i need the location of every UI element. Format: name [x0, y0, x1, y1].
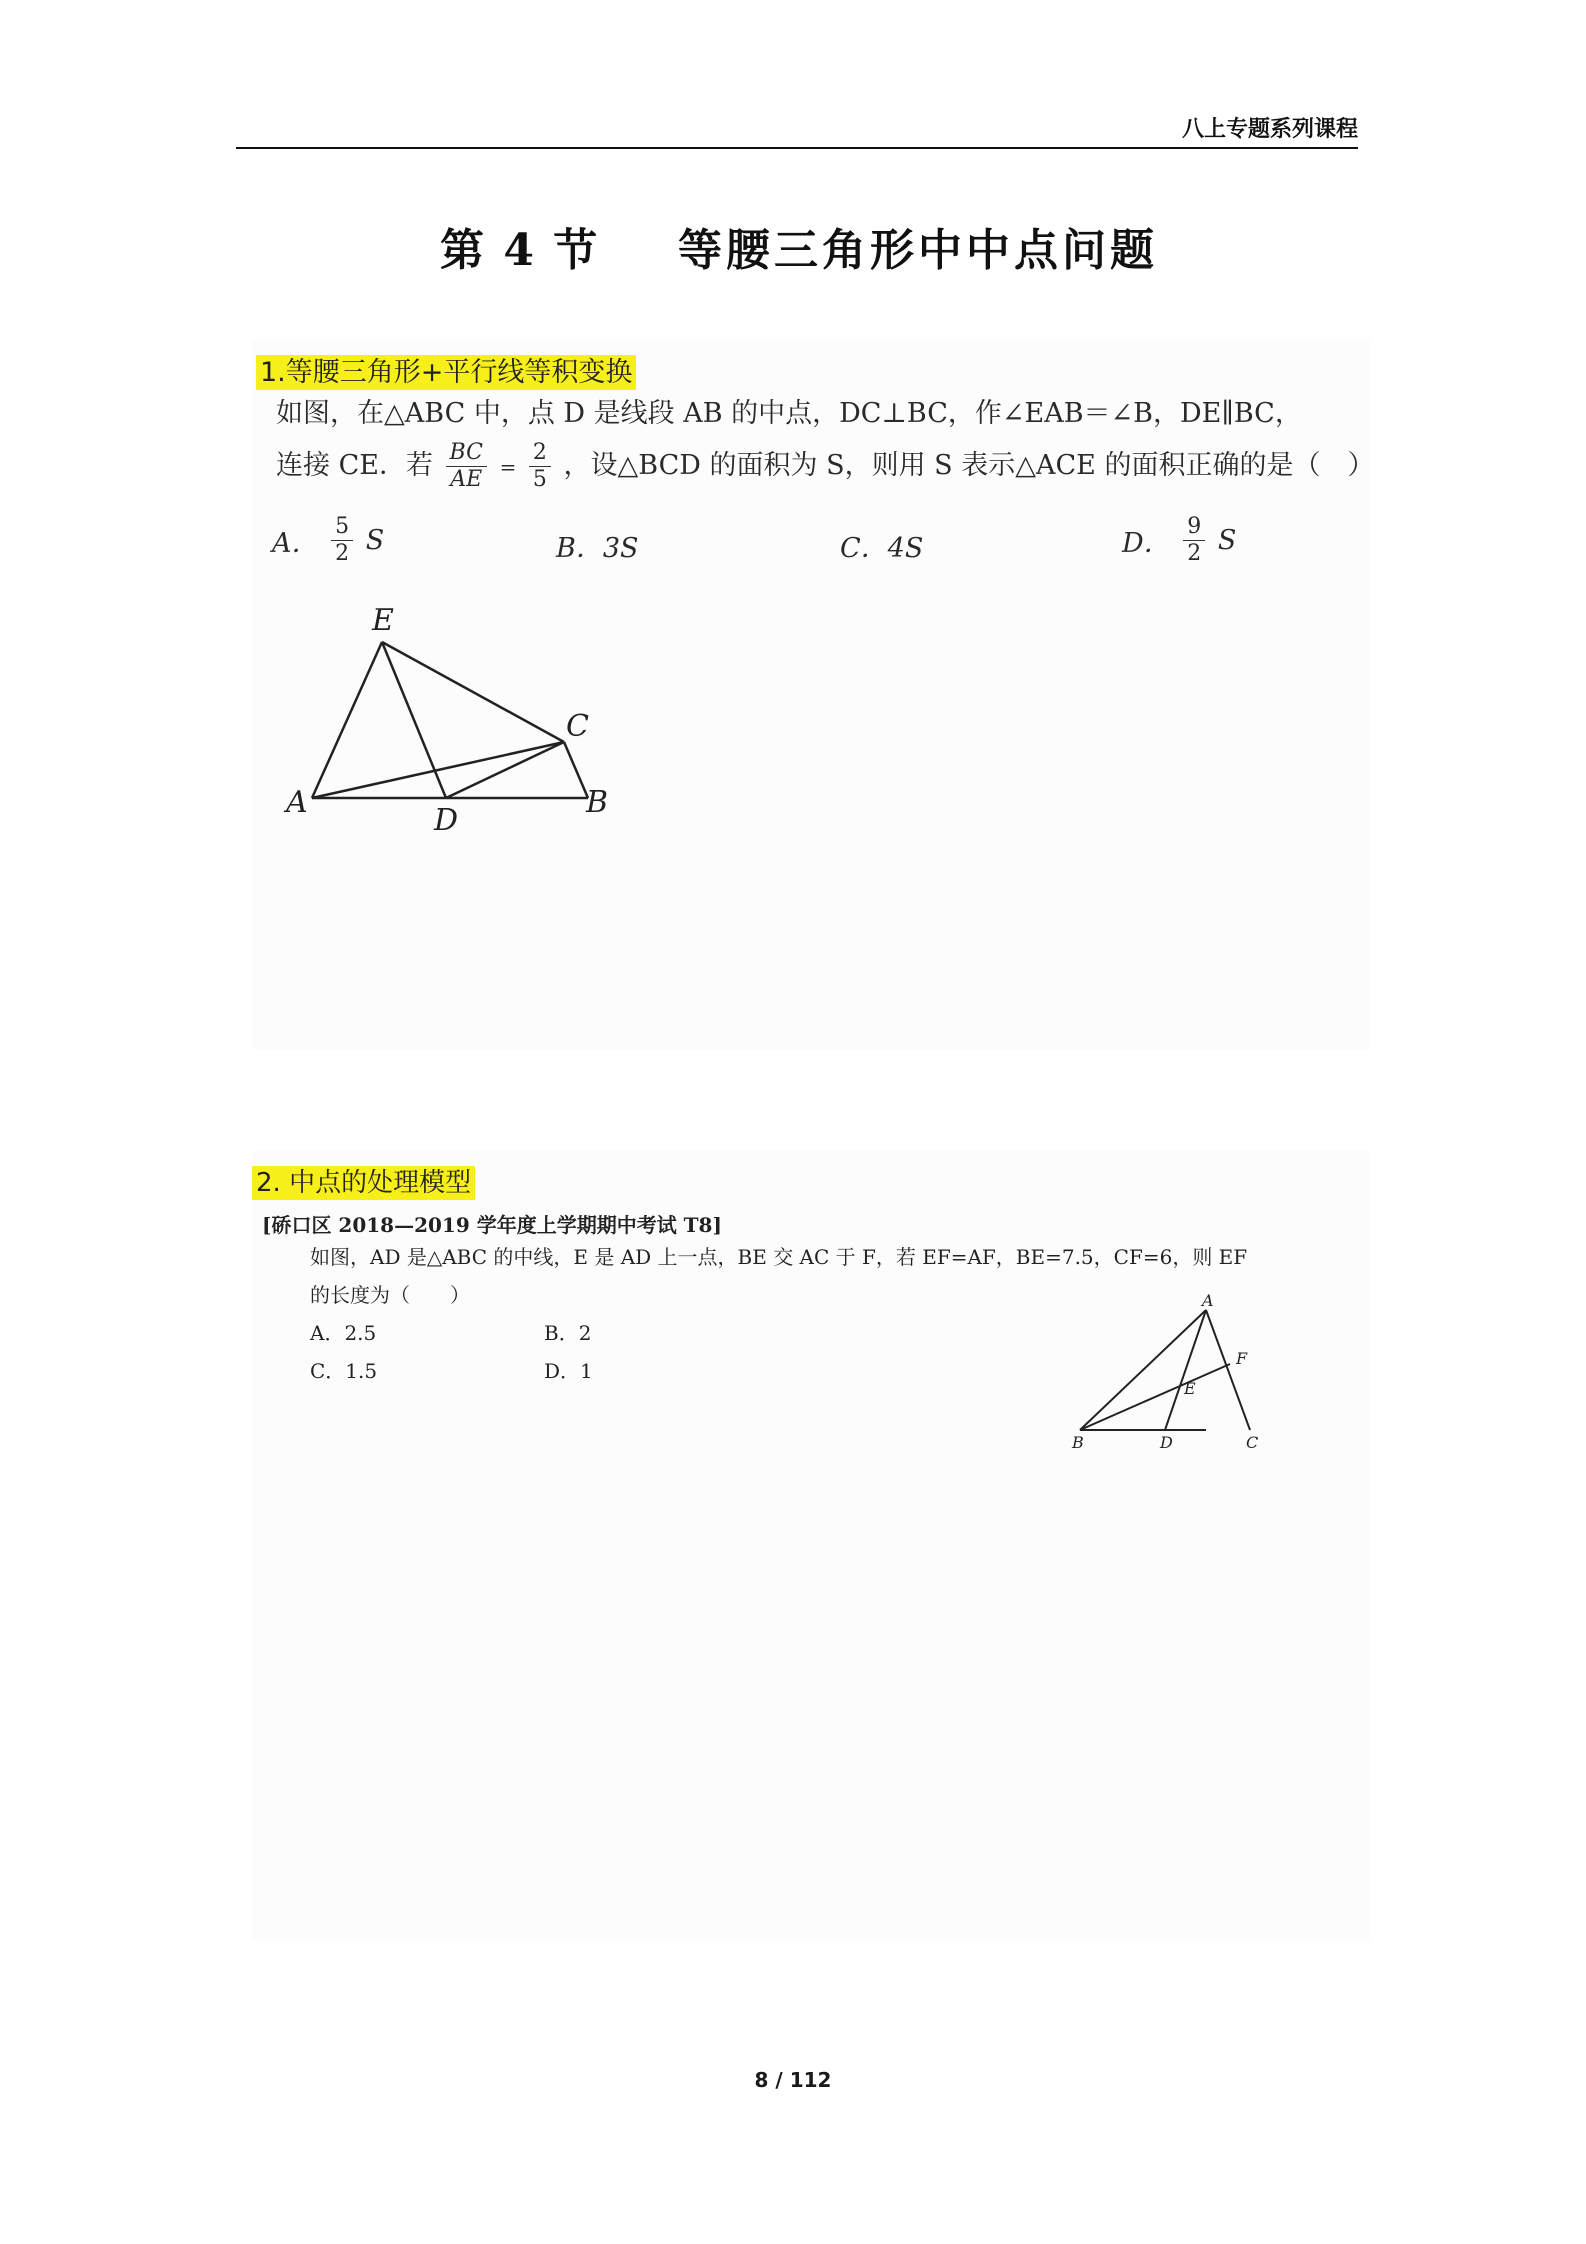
segment-dc — [446, 742, 564, 798]
q1-option-c: C．4S — [840, 533, 924, 564]
fraction-2-5 — [529, 440, 551, 493]
fraction-5-2 — [331, 514, 353, 567]
question-1-heading — [256, 350, 636, 389]
fraction-denominator: 5 — [532, 467, 547, 492]
stem-text-a: 连接 CE．若 — [276, 450, 433, 481]
label-a: A — [286, 785, 308, 820]
label-e: E — [1184, 1379, 1196, 1398]
label-b: B — [586, 785, 609, 820]
fraction-numerator: BC — [446, 440, 487, 467]
question-2-figure — [1060, 1290, 1280, 1450]
equals-sign: = — [499, 455, 517, 479]
q2-option-b: B．2 — [544, 1321, 592, 1345]
label-a: A — [1202, 1291, 1214, 1310]
segment-ba — [1080, 1310, 1206, 1430]
question-1-stem-line1: 如图，在△ABC 中，点 D 是线段 AB 的中点，DC⊥BC，作∠EAB＝∠B，DE∥BC， — [276, 398, 1302, 429]
label-b: B — [1072, 1433, 1084, 1450]
q2-option-d: D．1 — [544, 1359, 593, 1383]
fraction-numerator: 2 — [529, 440, 551, 467]
segment-ac — [1206, 1310, 1250, 1430]
fraction-denominator: 2 — [1187, 541, 1202, 566]
question-2-source: [硚口区 2018—2019 学年度上学期期中考试 T8] — [262, 1213, 722, 1237]
fraction-numerator: 9 — [1183, 514, 1205, 541]
label-e: E — [372, 603, 394, 638]
page-number: 8 / 112 — [754, 2068, 832, 2092]
q1-option-b: B．3S — [556, 533, 639, 564]
option-variable: S — [1217, 525, 1237, 556]
label-d: D — [1160, 1433, 1173, 1450]
q1-option-d — [1122, 514, 1236, 567]
question-2-stem-line2: 的长度为（ ） — [310, 1283, 470, 1307]
fraction-9-2 — [1183, 514, 1205, 567]
header-course-title: 八上专题系列课程 — [1181, 117, 1358, 142]
segment-ae — [312, 642, 382, 798]
section-number: 第 4 节 — [440, 225, 600, 276]
q2-option-a: A．2.5 — [310, 1321, 377, 1345]
question-1-heading-text: 1.等腰三角形+平行线等积变换 — [256, 355, 636, 390]
option-label: D． — [1122, 528, 1171, 559]
fraction-bc-ae — [446, 440, 487, 493]
header-divider — [236, 147, 1358, 149]
question-2-stem-line1: 如图，AD 是△ABC 的中线，E 是 AD 上一点，BE 交 AC 于 F，若 EF=AF，BE=7.5，CF=6，则 EF — [310, 1245, 1248, 1269]
fraction-denominator: 2 — [335, 541, 350, 566]
fraction-numerator: 5 — [331, 514, 353, 541]
question-2-heading-text: 2. 中点的处理模型 — [252, 1166, 475, 1200]
segment-bf — [1080, 1364, 1230, 1430]
label-c: C — [1246, 1433, 1259, 1450]
segment-cb — [564, 742, 588, 798]
label-f: F — [1236, 1349, 1248, 1368]
q2-option-c: C．1.5 — [310, 1359, 378, 1383]
q1-option-a — [272, 514, 384, 567]
segment-ec — [382, 642, 564, 742]
question-1-figure — [280, 600, 640, 830]
label-d: D — [434, 803, 459, 830]
question-1-stem-line2 — [276, 440, 1375, 493]
segment-ac — [312, 742, 564, 798]
option-label: A． — [272, 528, 319, 559]
stem-text-b: ，设△BCD 的面积为 S，则用 S 表示△ACE 的面积正确的是（ ） — [563, 450, 1375, 481]
fraction-denominator: AE — [450, 467, 483, 492]
section-title: 等腰三角形中中点问题 — [678, 225, 1158, 276]
option-variable: S — [365, 525, 385, 556]
label-c: C — [566, 709, 589, 744]
question-2-heading — [252, 1162, 475, 1199]
segment-ad — [1165, 1310, 1206, 1430]
